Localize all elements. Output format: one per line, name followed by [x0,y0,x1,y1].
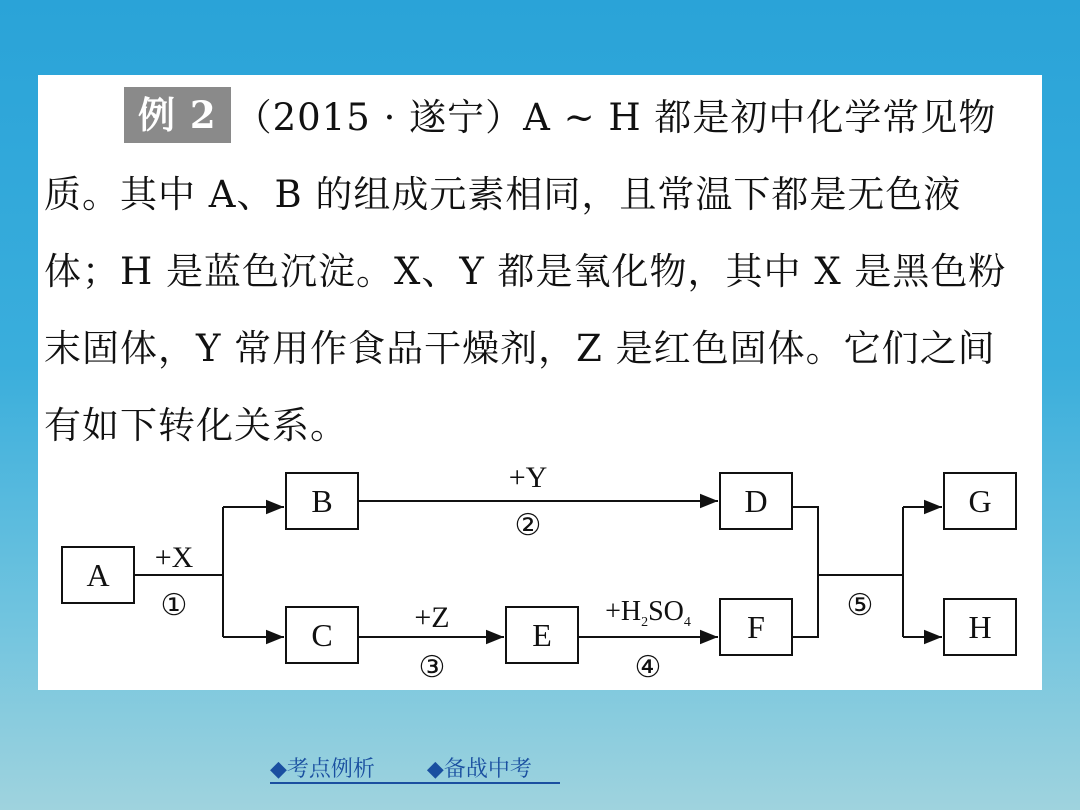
node-A: A [86,557,110,593]
reagent-X: +X [154,541,194,574]
reagent-Z: +Z [414,601,450,634]
conversion-diagram [38,455,1042,690]
node-H: H [968,609,992,645]
question-text [44,79,1038,464]
reagent-H2SO4 [605,596,691,630]
example-label: 例 2 [124,87,231,143]
question-line-3: 体；H 是蓝色沉淀。X、Y 都是氧化物，其中 X 是黑色粉 [44,250,1007,293]
reagent-H2SO4-sub1: 2 [641,615,649,630]
node-C: C [311,617,333,653]
question-line-1 [44,79,1038,156]
question-line-4: 末固体，Y 常用作食品干燥剂，Z 是红色固体。它们之间 [44,327,996,370]
node-F: F [747,609,765,645]
reagent-H2SO4-h: +H [605,596,642,627]
question-line-5: 有如下转化关系。 [44,404,348,447]
node-G: G [968,483,992,519]
question-line-1-text: （2015 · 遂宁）A ~ H 都是初中化学常见物 [234,96,997,139]
question-line-2: 质。其中 A、B 的组成元素相同，且常温下都是无色液 [44,173,962,216]
node-E: E [532,617,552,653]
step-2: ② [514,509,542,542]
step-1: ① [160,589,188,622]
footer-nav [270,752,560,784]
reagent-H2SO4-sub2: 4 [683,615,691,630]
step-3: ③ [418,651,446,684]
step-4: ④ [634,651,662,684]
node-B: B [311,483,333,519]
nav-link-kaodian[interactable]: ◆考点例析 [270,757,375,782]
question-panel [38,75,1042,690]
reagent-H2SO4-so: SO [648,596,684,627]
nav-link-beizhan[interactable]: ◆备战中考 [426,757,532,782]
node-D: D [744,483,768,519]
reagent-Y: +Y [508,461,548,494]
step-5: ⑤ [846,589,874,622]
